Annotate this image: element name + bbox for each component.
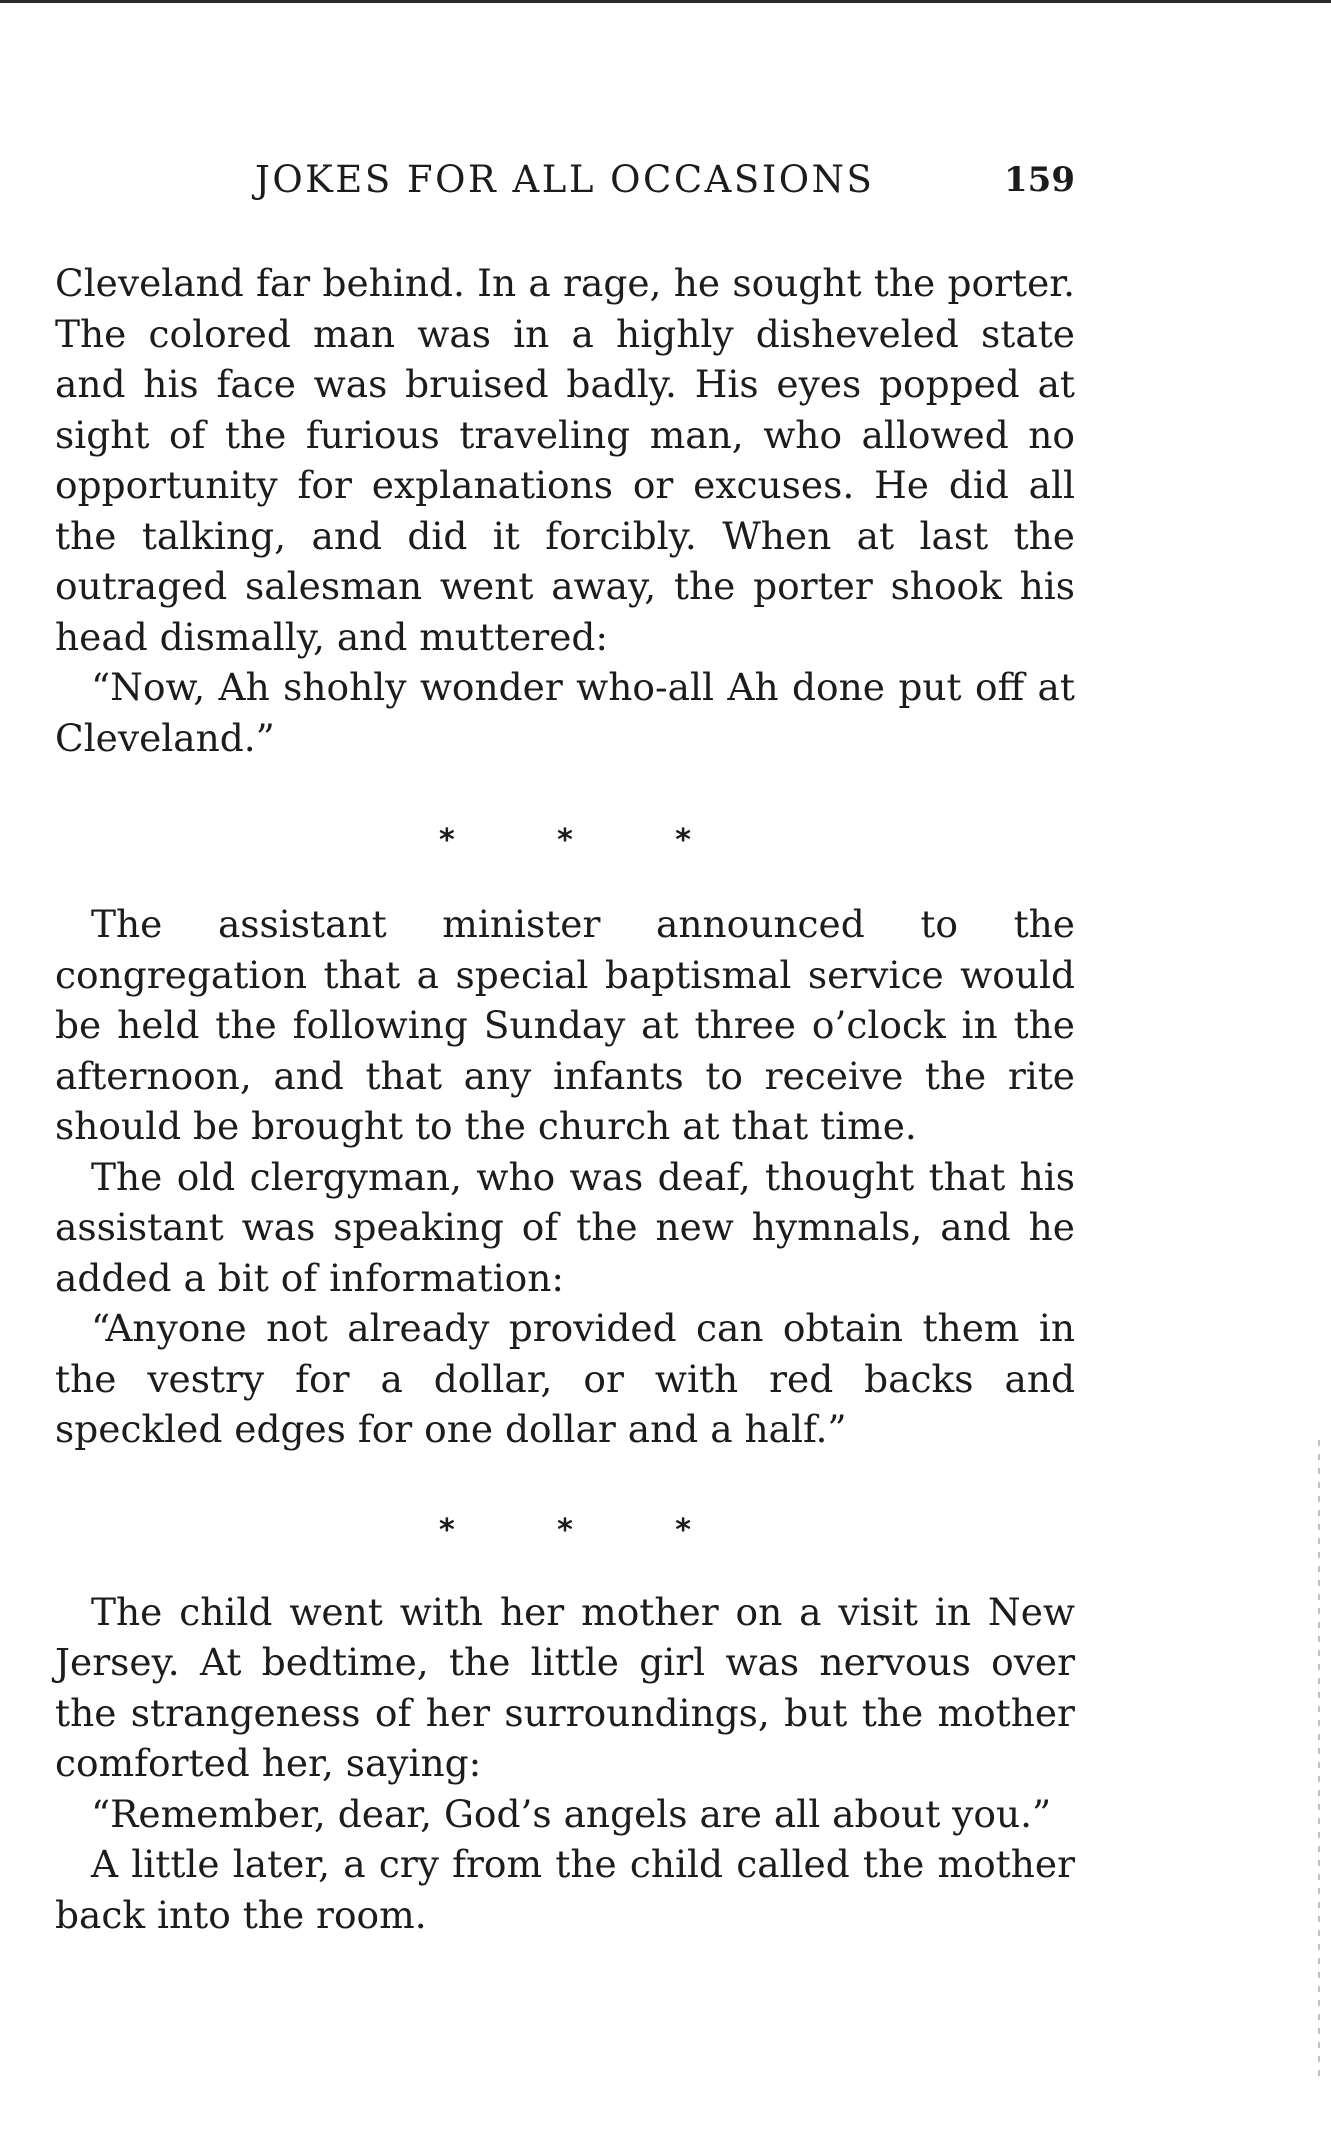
page-body xyxy=(55,258,1075,1940)
scan-top-border xyxy=(0,0,1331,3)
running-head-title: JOKES FOR ALL OCCASIONS xyxy=(255,158,875,201)
page-number: 159 xyxy=(1004,160,1075,200)
story-3-paragraph-3: A little later, a cry from the child called the mother back into the room. xyxy=(55,1842,1075,1937)
story-1-paragraph-2: “Now, Ah shohly wonder who-all Ah done put off at Cleveland.” xyxy=(55,665,1075,760)
section-separator-1: * * * xyxy=(439,823,737,858)
running-head xyxy=(255,158,1075,218)
story-2-paragraph-3: “Anyone not already provided can obtain them in the vestry for a dollar, or with red backs and speckled edges for one dollar and a half.” xyxy=(55,1306,1075,1451)
story-1-paragraph-1: Cleveland far behind. In a rage, he sought the porter. The colored man was in a highly disheveled state and his face was bruised badly. His eyes popped at sight of the furious traveling man, who allowed no opportunity for explanations or excuses. He did all the talking, and did it forcibly. When at last the outraged salesman went away, the porter shook his head dismally, and muttered: xyxy=(55,261,1075,659)
section-separator-2: * * * xyxy=(439,1512,737,1548)
story-2-paragraph-1: The assistant minister announced to the congregation that a special baptismal service would be held the following Sunday at three o’clock in the afternoon, and that any infants to receive the rite should be brought to the church at that time. xyxy=(55,902,1075,1148)
scan-page-edge xyxy=(1318,1440,1320,2080)
story-3-paragraph-2: “Remember, dear, God’s angels are all about you.” xyxy=(91,1791,1052,1836)
story-2-paragraph-2: The old clergyman, who was deaf, thought that his assistant was speaking of the new hymnals, and he added a bit of information: xyxy=(55,1154,1075,1300)
story-3-paragraph-1: The child went with her mother on a visit in New Jersey. At bedtime, the little girl was nervous over the strangeness of her surroundings, but the mother comforted her, saying: xyxy=(55,1589,1075,1785)
